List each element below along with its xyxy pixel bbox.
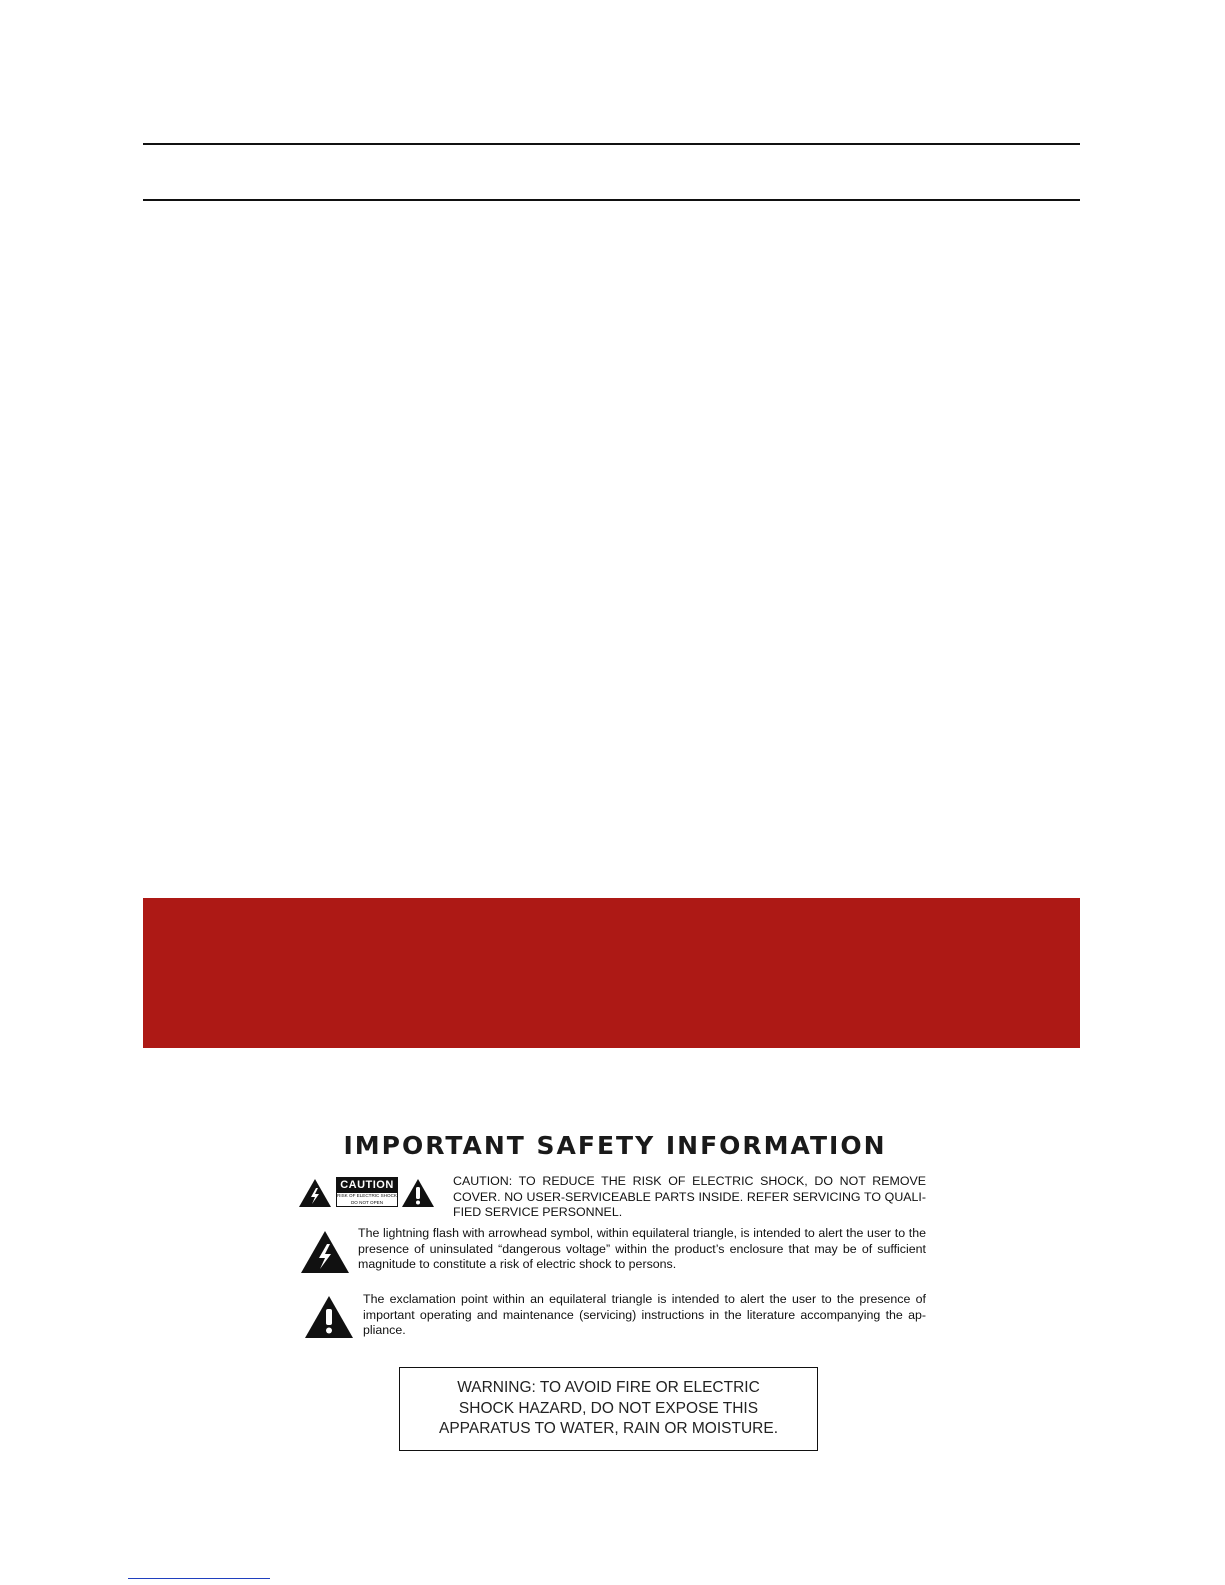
warning-box: [399, 1367, 818, 1451]
lightning-triangle-icon: [298, 1178, 332, 1208]
caution-label: [336, 1177, 398, 1211]
exclamation-triangle-icon: [304, 1295, 354, 1339]
exclamation-triangle-icon: [401, 1178, 435, 1208]
caution-label-title: CAUTION: [336, 1177, 398, 1193]
header-rule-top: [143, 143, 1080, 145]
lightning-explanation: The lightning flash with arrowhead symbol, within equilateral triangle, is intended to alert the user to the presence of uninsulated “dangerous voltage” within the product’s enclosure that may be of sufficient magnitude to constitute a risk of electric shock to persons.: [358, 1226, 926, 1271]
lightning-triangle-icon: [300, 1230, 350, 1274]
lightning-row: [298, 1225, 926, 1283]
caution-label-subtext: RISK OF ELECTRIC SHOCK DO NOT OPEN: [336, 1193, 398, 1207]
red-banner: [143, 898, 1080, 1048]
safety-title: IMPORTANT SAFETY INFORMATION: [343, 1131, 887, 1160]
caution-row: [298, 1174, 926, 1219]
header-rule-bottom: [143, 199, 1080, 201]
footer-link-underline[interactable]: [128, 1578, 270, 1579]
caution-text: CAUTION: TO REDUCE THE RISK OF ELECTRIC SHOCK, DO NOT REMOVE COVER. NO USER-SERVICEABLE PARTS INSIDE. REFER SERVICING TO QUALI-FIED SERVICE PERSONNEL.: [453, 1174, 926, 1219]
exclamation-explanation: The exclamation point within an equilateral triangle is intended to alert the user to the presence of important operating and maintenance (servicing) instructions in the literature accompanying the ap-pliance.: [363, 1292, 926, 1337]
exclamation-row: [298, 1291, 926, 1347]
warning-text: WARNING: TO AVOID FIRE OR ELECTRIC SHOCK HAZARD, DO NOT EXPOSE THIS APPARATUS TO WATER, RAIN OR MOISTURE.: [438, 1379, 779, 1438]
